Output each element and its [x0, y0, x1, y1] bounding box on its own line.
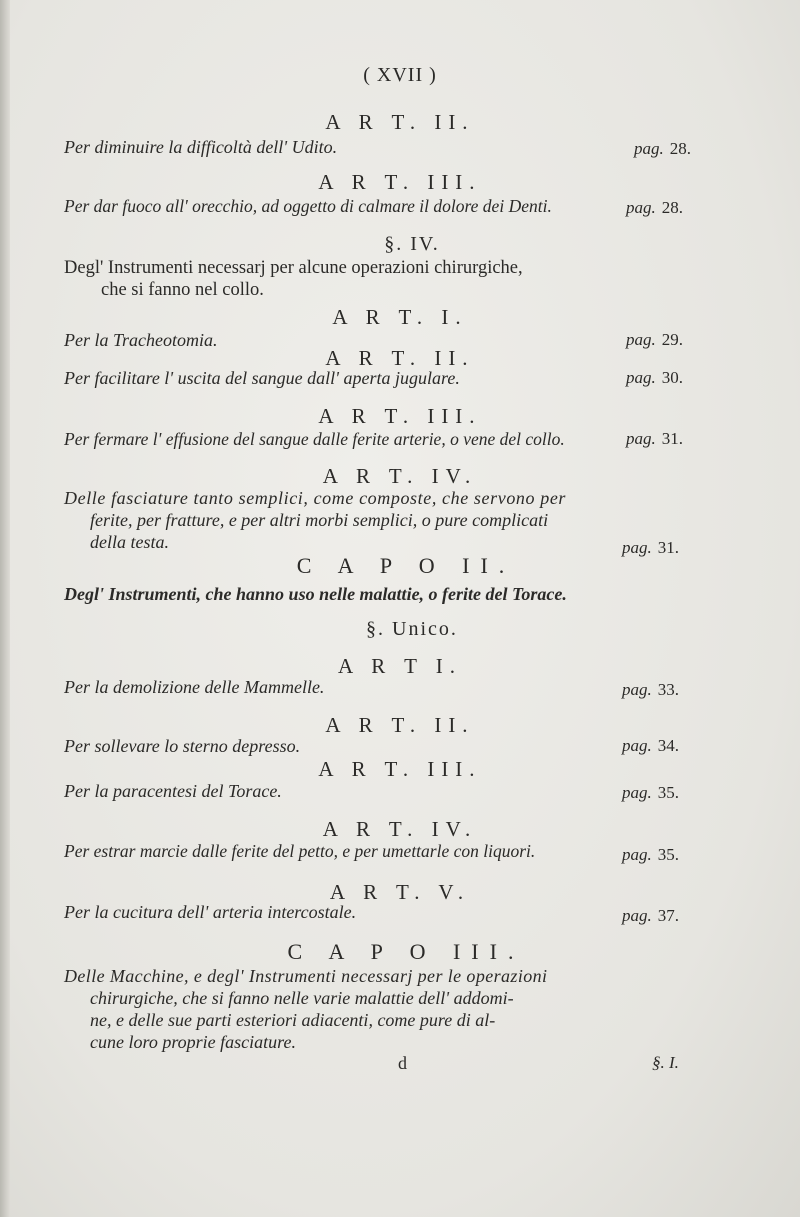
chapter-text: cune loro proprie fasciature. — [90, 1032, 296, 1052]
entry-text: Per diminuire la difficoltà dell' Udito. — [64, 137, 338, 157]
entry-text: Per dar fuoco all' orecchio, ad oggetto di calmare il dolore dei Denti. — [64, 196, 552, 216]
article-heading: A R T. IV. — [322, 817, 478, 841]
pag-number: 35. — [657, 845, 679, 864]
entry-text: Per estrar marcie dalle ferite del petto, e per umettarle con liquori. — [64, 841, 536, 861]
pag-number: 30. — [661, 368, 683, 387]
article-heading: A R T. III. — [318, 170, 482, 194]
article-heading: A R T. II. — [325, 713, 475, 737]
section-heading: §. IV. — [384, 233, 440, 255]
pag-label: pag. — [626, 429, 656, 448]
pag-number: 31. — [661, 429, 683, 448]
pag-number: 29. — [661, 330, 683, 349]
catchword: §. I. — [652, 1053, 679, 1072]
article-heading: A R T. I. — [332, 305, 468, 329]
article-heading: A R T. III. — [318, 404, 482, 428]
section-heading: §. Unico. — [366, 618, 458, 640]
page-ref — [622, 906, 679, 926]
pag-label: pag. — [626, 198, 656, 217]
page-ref — [622, 783, 679, 803]
article-heading: A R T. V. — [329, 880, 471, 904]
article-heading: A R T. II. — [325, 346, 475, 370]
pag-number: 31. — [657, 538, 679, 557]
page-ref — [622, 680, 679, 700]
chapter-heading: C A P O II. — [296, 553, 516, 578]
article-heading: A R T. III. — [318, 757, 482, 781]
entry-text: Per fermare l' effusione del sangue dalle ferite arterie, o vene del collo. — [64, 429, 565, 449]
pag-label: pag. — [622, 538, 652, 557]
pag-label: pag. — [626, 368, 656, 387]
pag-label: pag. — [622, 906, 652, 925]
page-ref — [626, 368, 683, 388]
pag-number: 37. — [657, 906, 679, 925]
page-ref — [626, 429, 683, 449]
pag-number: 28. — [669, 139, 691, 158]
entry-text: Delle fasciature tanto semplici, come composte, che servono per — [64, 488, 567, 508]
article-heading: A R T. IV. — [322, 464, 478, 488]
pag-label: pag. — [622, 680, 652, 699]
section-text: che si fanno nel collo. — [101, 280, 264, 300]
pag-number: 33. — [657, 680, 679, 699]
page-ref — [626, 198, 683, 218]
pag-number: 28. — [661, 198, 683, 217]
chapter-text: Delle Macchine, e degl' Instrumenti necessarj per le operazioni — [64, 966, 548, 986]
entry-text: Per la paracentesi del Torace. — [64, 781, 282, 801]
pag-label: pag. — [634, 139, 664, 158]
entry-text: Per la Tracheotomia. — [64, 330, 218, 350]
article-heading: A R T. II. — [325, 110, 475, 134]
entry-text: Per la demolizione delle Mammelle. — [64, 677, 325, 697]
chapter-heading: C A P O III. — [287, 939, 525, 964]
chapter-text: ne, e delle sue parti esteriori adiacenti, come pure di al- — [90, 1010, 496, 1030]
entry-text: della testa. — [90, 532, 169, 552]
page-ref — [622, 736, 679, 756]
pag-label: pag. — [626, 330, 656, 349]
entry-text: Per sollevare lo sterno depresso. — [64, 736, 301, 756]
pag-number: 35. — [657, 783, 679, 802]
page-number: ( XVII ) — [363, 64, 437, 86]
page-ref — [634, 139, 691, 159]
chapter-text: chirurgiche, che si fanno nelle varie malattie dell' addomi- — [90, 988, 514, 1008]
pag-label: pag. — [622, 736, 652, 755]
pag-number: 34. — [657, 736, 679, 755]
signature-mark: d — [398, 1053, 407, 1073]
chapter-text: Degl' Instrumenti, che hanno uso nelle malattie, o ferite del Torace. — [64, 584, 567, 604]
section-text: Degl' Instrumenti necessarj per alcune operazioni chirurgiche, — [64, 258, 523, 278]
article-heading: A R T I. — [337, 654, 463, 678]
pag-label: pag. — [622, 783, 652, 802]
entry-text: ferite, per fratture, e per altri morbi semplici, o pure complicati — [90, 510, 549, 530]
entry-text: Per la cucitura dell' arteria intercostale. — [64, 902, 357, 922]
entry-text: Per facilitare l' uscita del sangue dall' aperta jugulare. — [64, 368, 460, 388]
page-ref — [622, 845, 679, 865]
pag-label: pag. — [622, 845, 652, 864]
